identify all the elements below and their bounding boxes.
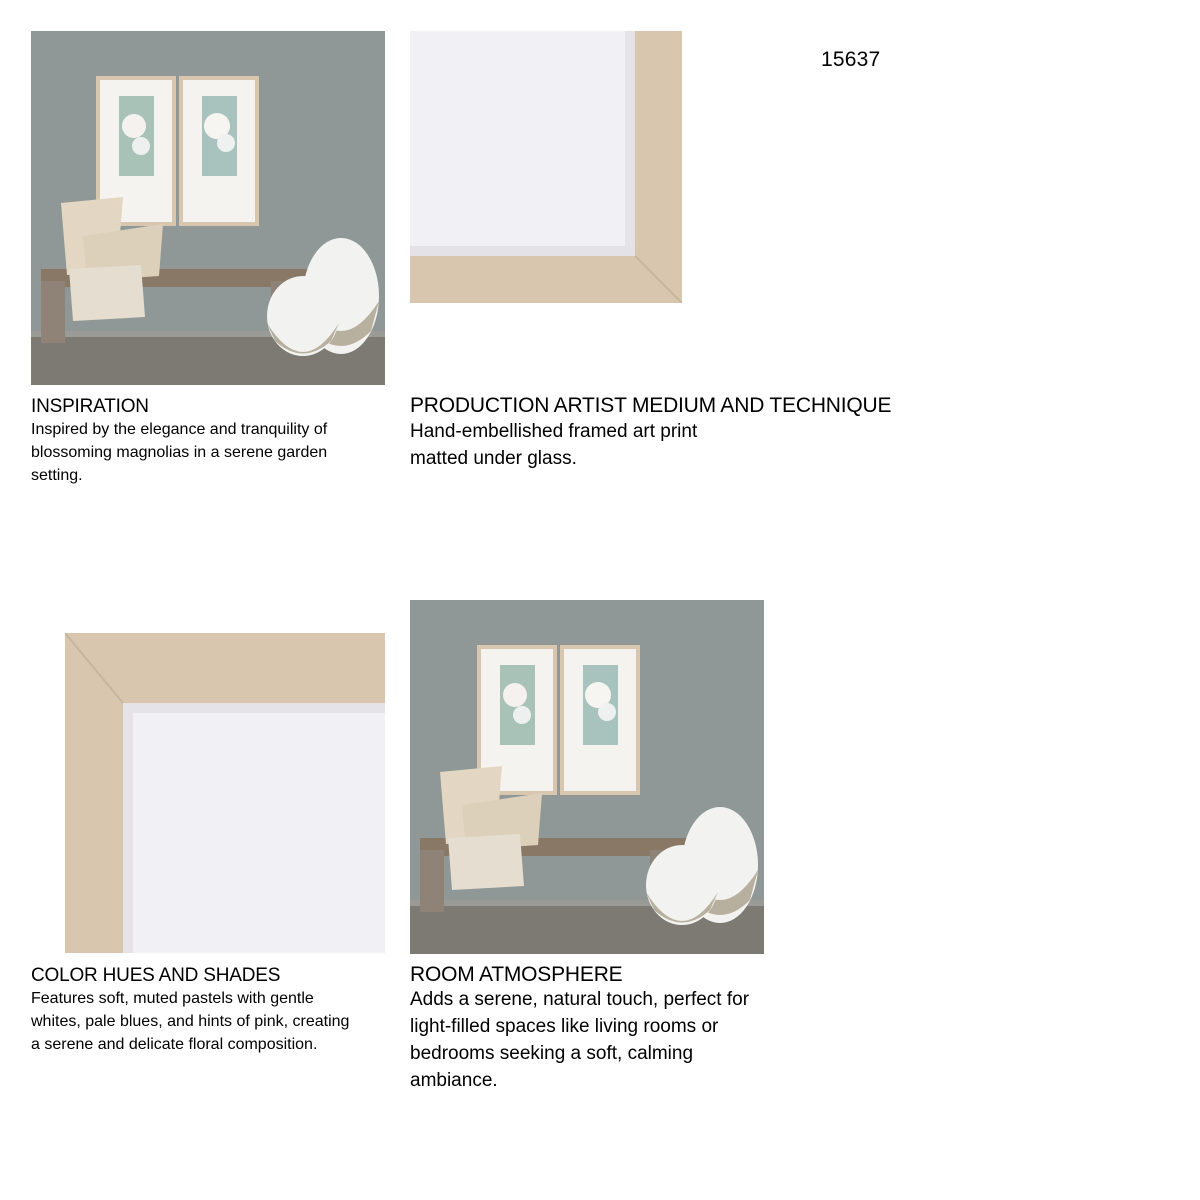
color-body: Features soft, muted pastels with gentle whites, pale blues, and hints of pink, creating a serene and delicate floral composition. bbox=[31, 990, 350, 1053]
inspiration-heading: INSPIRATION bbox=[31, 396, 149, 417]
room-body: Adds a serene, natural touch, perfect for light-filled spaces like living rooms or bedrooms seeking a soft, calming ambiance. bbox=[410, 989, 750, 1091]
room-scene-photo-2 bbox=[410, 600, 764, 954]
frame-corner-photo-1 bbox=[410, 31, 682, 303]
room-heading: ROOM ATMOSPHERE bbox=[410, 963, 623, 986]
color-heading: COLOR HUES AND SHADES bbox=[31, 965, 281, 986]
production-heading: PRODUCTION ARTIST MEDIUM AND TECHNIQUE bbox=[410, 394, 892, 417]
frame-corner-photo-2 bbox=[65, 633, 385, 953]
inspiration-body: Inspired by the elegance and tranquility of blossoming magnolias in a serene garden setting. bbox=[31, 421, 328, 484]
room-scene-photo-1 bbox=[31, 31, 385, 385]
production-body: Hand-embellished framed art print matted under glass. bbox=[410, 421, 698, 469]
product-code: 15637 bbox=[821, 48, 881, 71]
